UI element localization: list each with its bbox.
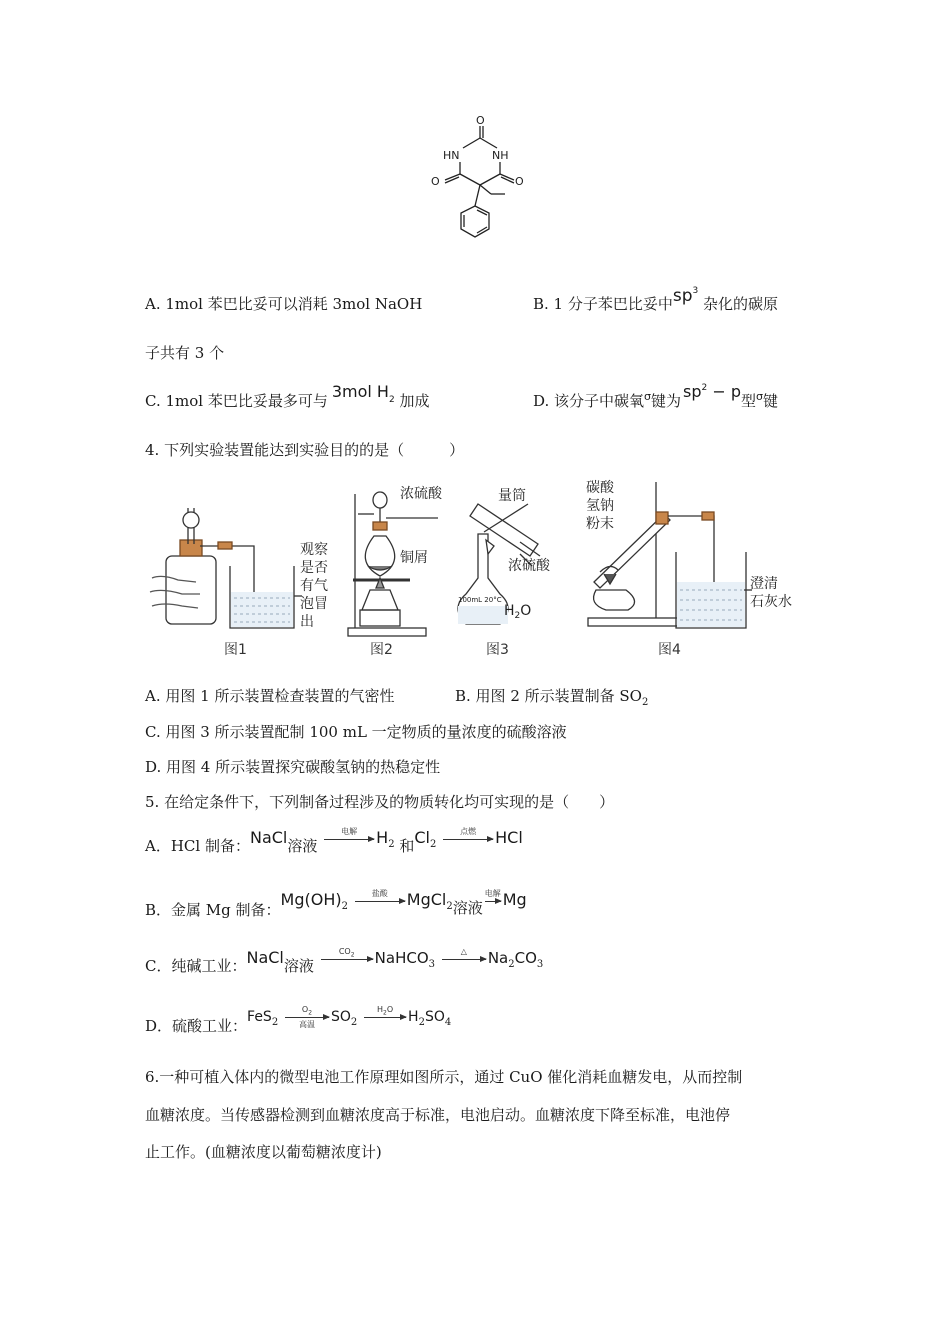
caption-fig4: 图4 <box>658 642 681 658</box>
q3-option-b: B. 1 分子苯巴比妥中$sp^3$ 杂化的碳原 <box>533 286 779 313</box>
q5-option-a: A．HCl 制备：NaCl溶液 电解 $H_2$ 和$Cl_2$ 点燃 HCl <box>145 826 523 855</box>
q5-option-c: C．纯碱工业：NaCl溶液 $CO_2$ NaHCO$_3$ △ $Na_2CO_3$ <box>145 946 544 975</box>
q3-option-d: D. 该分子中碳氧$^\sigma$键为 $sp^2 - p$型$^\sigma$键 <box>533 382 779 410</box>
atom-o-left: O <box>431 175 440 188</box>
fig3-flask-label: 100mL 20°C <box>458 596 502 604</box>
q6-line-2: 血糖浓度。当传感器检测到血糖浓度高于标准，电池启动。血糖浓度下降至标准，电池停 <box>145 1106 731 1124</box>
q5-option-b: B．金属 Mg 制备：$Mg(OH)_2$ 盐酸 MgCl$_2$溶液 电解 Mg <box>145 888 527 919</box>
atom-nh: NH <box>492 149 509 162</box>
q5-stem: 5. 在给定条件下，下列制备过程涉及的物质转化均可实现的是（ ） <box>145 793 615 811</box>
q5-option-d: D．硫酸工业：FeS$_2$ $O_2$ 高温 $SO_2$ $H_2O$ $H_2SO_4$ <box>145 1004 452 1035</box>
q4-option-c: C. 用图 3 所示装置配制 100 mL 一定物质的量浓度的硫酸溶液 <box>145 723 567 741</box>
fig4-powder-label-1: 碳酸 <box>586 480 614 496</box>
fig3-acid-label: 浓硫酸 <box>508 558 550 574</box>
q6-line-1: 6.一种可植入体内的微型电池工作原理如图所示，通过 CuO 催化消耗血糖发电，从而控制 <box>145 1068 743 1086</box>
fig4-lime-label-2: 石灰水 <box>750 594 792 610</box>
q3-option-a: A. 1mol 苯巴比妥可以消耗 3mol NaOH <box>145 295 423 313</box>
atom-hn: HN <box>443 149 460 162</box>
fig4-lime-label-1: 澄清 <box>750 576 778 592</box>
fig4-powder-label-2: 氢钠 <box>586 498 614 514</box>
q4-option-b: B. 用图 2 所示装置制备 $SO_2$ <box>455 687 649 708</box>
fig1-note-3: 有气 <box>300 578 328 594</box>
q4-apparatus-figure <box>148 478 808 664</box>
phenobarbital-structure <box>425 112 535 248</box>
q4-option-a: A. 用图 1 所示装置检查装置的气密性 <box>145 687 395 705</box>
caption-fig2: 图2 <box>370 642 393 658</box>
q3-option-c: C. 1mol 苯巴比妥最多可与 3mol $H^2$ 加成 <box>145 382 430 410</box>
q4-stem: 4. 下列实验装置能达到实验目的的是（ ） <box>145 441 465 459</box>
q6-line-3: 止工作。(血糖浓度以葡萄糖浓度计) <box>145 1143 382 1161</box>
atom-o-right: O <box>515 175 524 188</box>
fig2-acid-label: 浓硫酸 <box>400 486 442 502</box>
fig2-cu-label: 铜屑 <box>400 550 428 566</box>
caption-fig1: 图1 <box>224 642 247 658</box>
fig4-powder-label-3: 粉末 <box>586 516 614 532</box>
fig1-note-4: 泡冒 <box>300 596 328 612</box>
fig1-note-2: 是否 <box>300 560 328 576</box>
fig1-note-5: 出 <box>300 614 314 630</box>
caption-fig3: 图3 <box>486 642 509 658</box>
fig3-water-label: $H_2O$ <box>504 603 532 621</box>
q4-option-d: D. 用图 4 所示装置探究碳酸氢钠的热稳定性 <box>145 758 441 776</box>
fig1-note-1: 观察 <box>300 542 328 558</box>
q3-option-b-continued: 子共有 3 个 <box>145 344 225 362</box>
fig3-cylinder-label: 量筒 <box>498 488 526 504</box>
atom-o-top: O <box>476 114 485 127</box>
